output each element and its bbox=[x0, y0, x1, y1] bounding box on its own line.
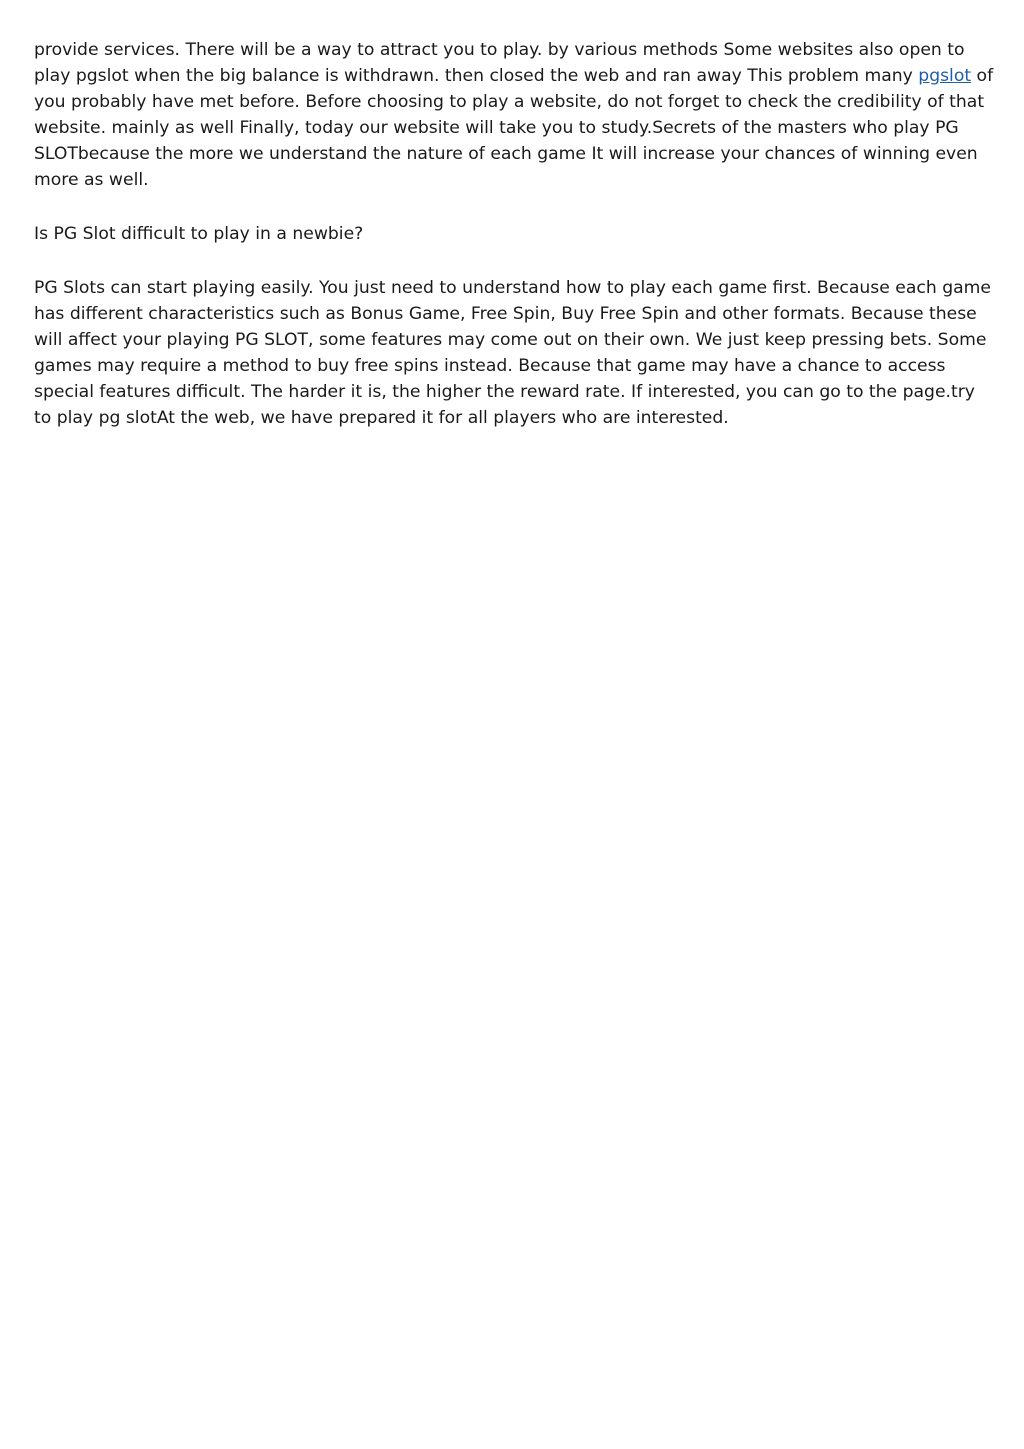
body-paragraph: PG Slots can start playing easily. You just need to understand how to play each game first. Because each game has different characteristics such as Bonus Game, Free Spin, Buy Free Spin and other formats. Because these will affect your playing PG SLOT, some features may come out on their own. We just keep pressing bets. Some games may require a method to buy free spins instead. Because that game may have a chance to access special features difficult. The harder it is, the higher the reward rate. If interested, you can go to the page.try to play pg slotAt the web, we have prepared it for all players who are interested. bbox=[34, 278, 991, 428]
intro-text-before-link: provide services. There will be a way to attract you to play. by various methods Some websites also open to play pgslot when the big balance is withdrawn. then closed the web and ran away This problem many bbox=[34, 40, 965, 86]
section-heading: Is PG Slot difficult to play in a newbie? bbox=[34, 224, 364, 244]
pgslot-link[interactable]: pgslot bbox=[918, 66, 972, 86]
intro-paragraph bbox=[34, 37, 994, 193]
document-page bbox=[34, 37, 994, 459]
intro-text-after-link: of you probably have met before. Before choosing to play a website, do not forget to check the credibility of that website. mainly as well Finally, today our website will take you to study.Secrets of the masters who play PG SLOTbecause the more we understand the nature of each game It will increase your chances of winning even more as well. bbox=[34, 66, 994, 190]
